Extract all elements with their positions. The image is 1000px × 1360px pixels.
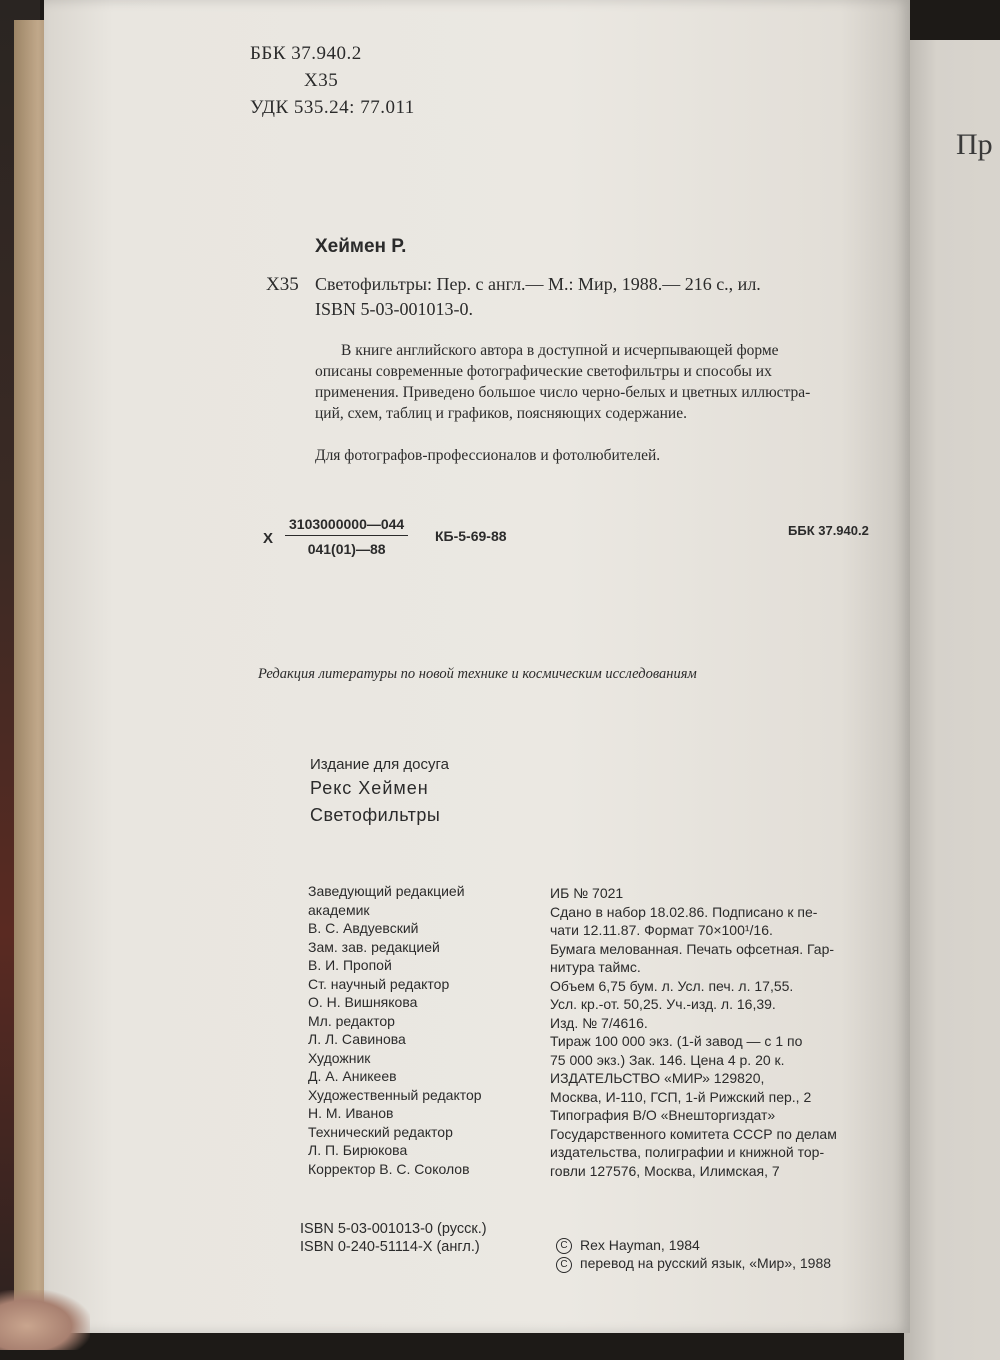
catalog-entry: [315, 272, 761, 322]
catalog-line: Светофильтры: Пер. с англ.— М.: Мир, 1988.— 216 с., ил.: [315, 274, 761, 294]
classification-block: [250, 40, 415, 121]
pub-line: Бумага мелованная. Печать офсетная. Гар-: [550, 940, 835, 957]
staff-line: Художник: [308, 1049, 371, 1066]
staff-line: Технический редактор: [308, 1123, 453, 1140]
pub-line: издательства, полиграфии и книжной тор-: [550, 1144, 825, 1160]
isbn-english: ISBN 0-240-51114-Х (англ.): [300, 1239, 480, 1255]
pub-line: чати 12.11.87. Формат 70×100¹/16.: [550, 922, 773, 938]
staff-line: О. Н. Вишнякова: [308, 994, 418, 1010]
bbk-code-right: ББК 37.940.2: [788, 523, 869, 538]
pub-line: Объем 6,75 бум. л. Усл. печ. л. 17,55.: [550, 977, 794, 994]
pub-line: Типография В/О «Внешторгиздат»: [550, 1107, 776, 1123]
abstract-line: ций, схем, таблиц и графиков, поясняющих содержание.: [315, 405, 687, 422]
pub-line: Государственного комитета СССР по делам: [550, 1125, 837, 1142]
finger-shadow: [0, 1290, 90, 1350]
abstract: [315, 340, 875, 424]
copyright-original: [556, 1236, 831, 1254]
pub-line: Сдано в набор 18.02.86. Подписано к пе-: [550, 903, 818, 920]
price-code-fraction: [285, 516, 408, 557]
pub-line: нитура таймс.: [550, 959, 641, 975]
pub-line: ИЗДАТЕЛЬСТВО «МИР» 129820,: [550, 1070, 765, 1086]
isbn-russian: ISBN 5-03-001013-0 (русск.): [300, 1221, 487, 1237]
fraction-numerator: 3103000000—044: [285, 516, 408, 536]
staff-line: Д. А. Аникеев: [308, 1068, 397, 1084]
book-author: Рекс Хеймен: [310, 778, 429, 798]
author-mark-code: X35: [304, 70, 339, 91]
kb-code: КБ-5-69-88: [435, 528, 507, 544]
staff-line: Л. П. Бирюкова: [308, 1142, 408, 1158]
catalog-code: X35: [266, 274, 299, 295]
fraction-prefix: Х: [263, 530, 274, 547]
next-page-text: Пр: [956, 128, 993, 161]
staff-line: Художественный редактор: [308, 1086, 482, 1103]
pub-line: Москва, И-110, ГСП, 1-й Рижский пер., 2: [550, 1088, 812, 1105]
pub-line: 75 000 экз.) Зак. 146. Цена 4 р. 20 к.: [550, 1051, 785, 1068]
publication-details: [550, 884, 837, 1180]
staff-credits: [308, 882, 482, 1178]
fraction-denominator: 041(01)—88: [307, 541, 386, 557]
isbn-list: [300, 1220, 487, 1256]
next-page-edge: [904, 40, 1000, 1360]
pub-line: говли 127576, Москва, Илимская, 7: [550, 1162, 780, 1179]
staff-line: академик: [308, 901, 370, 918]
copyright-icon: C: [556, 1238, 572, 1254]
editorial-department: Редакция литературы по новой технике и космическим исследованиям: [258, 666, 697, 682]
pub-line: Усл. кр.-от. 50,25. Уч.-изд. л. 16,39.: [550, 996, 776, 1012]
copyright-block: [556, 1236, 831, 1273]
pub-line: ИБ № 7021: [550, 885, 624, 901]
staff-line: Мл. редактор: [308, 1012, 395, 1029]
book-title: Светофильтры: [310, 805, 441, 825]
staff-line: Л. Л. Савинова: [308, 1031, 406, 1047]
edition-type: Издание для досуга: [310, 756, 449, 773]
staff-line: В. И. Пропой: [308, 957, 392, 973]
audience-note: Для фотографов-профессионалов и фотолюбителей.: [315, 447, 661, 464]
copyright-original-text: Rex Hayman, 1984: [580, 1237, 700, 1253]
staff-line: Корректор В. С. Соколов: [308, 1160, 470, 1177]
staff-line: Зам. зав. редакцией: [308, 938, 440, 955]
staff-line: Ст. научный редактор: [308, 975, 450, 992]
pub-line: Изд. № 7/4616.: [550, 1014, 648, 1031]
abstract-line: описаны современные фотографические светофильтры и способы их: [315, 363, 772, 380]
copyright-translation-text: перевод на русский язык, «Мир», 1988: [580, 1255, 832, 1272]
staff-line: В. С. Авдуевский: [308, 920, 419, 936]
copyright-translation: [556, 1254, 831, 1272]
copyright-icon: C: [556, 1257, 572, 1273]
pub-line: Тираж 100 000 экз. (1-й завод — с 1 по: [550, 1033, 803, 1049]
udk-code: УДК 535.24: 77.011: [250, 97, 415, 118]
abstract-line: В книге английского автора в доступной и исчерпывающей форме: [341, 342, 779, 359]
staff-line: Заведующий редакцией: [308, 883, 465, 899]
catalog-isbn: ISBN 5-03-001013-0.: [315, 299, 473, 319]
abstract-line: применения. Приведено большое число черно-белых и цветных иллюстра-: [315, 384, 811, 401]
bbk-code: ББК 37.940.2: [250, 43, 362, 64]
staff-line: Н. М. Иванов: [308, 1105, 394, 1121]
catalog-author: Хеймен Р.: [315, 236, 407, 257]
